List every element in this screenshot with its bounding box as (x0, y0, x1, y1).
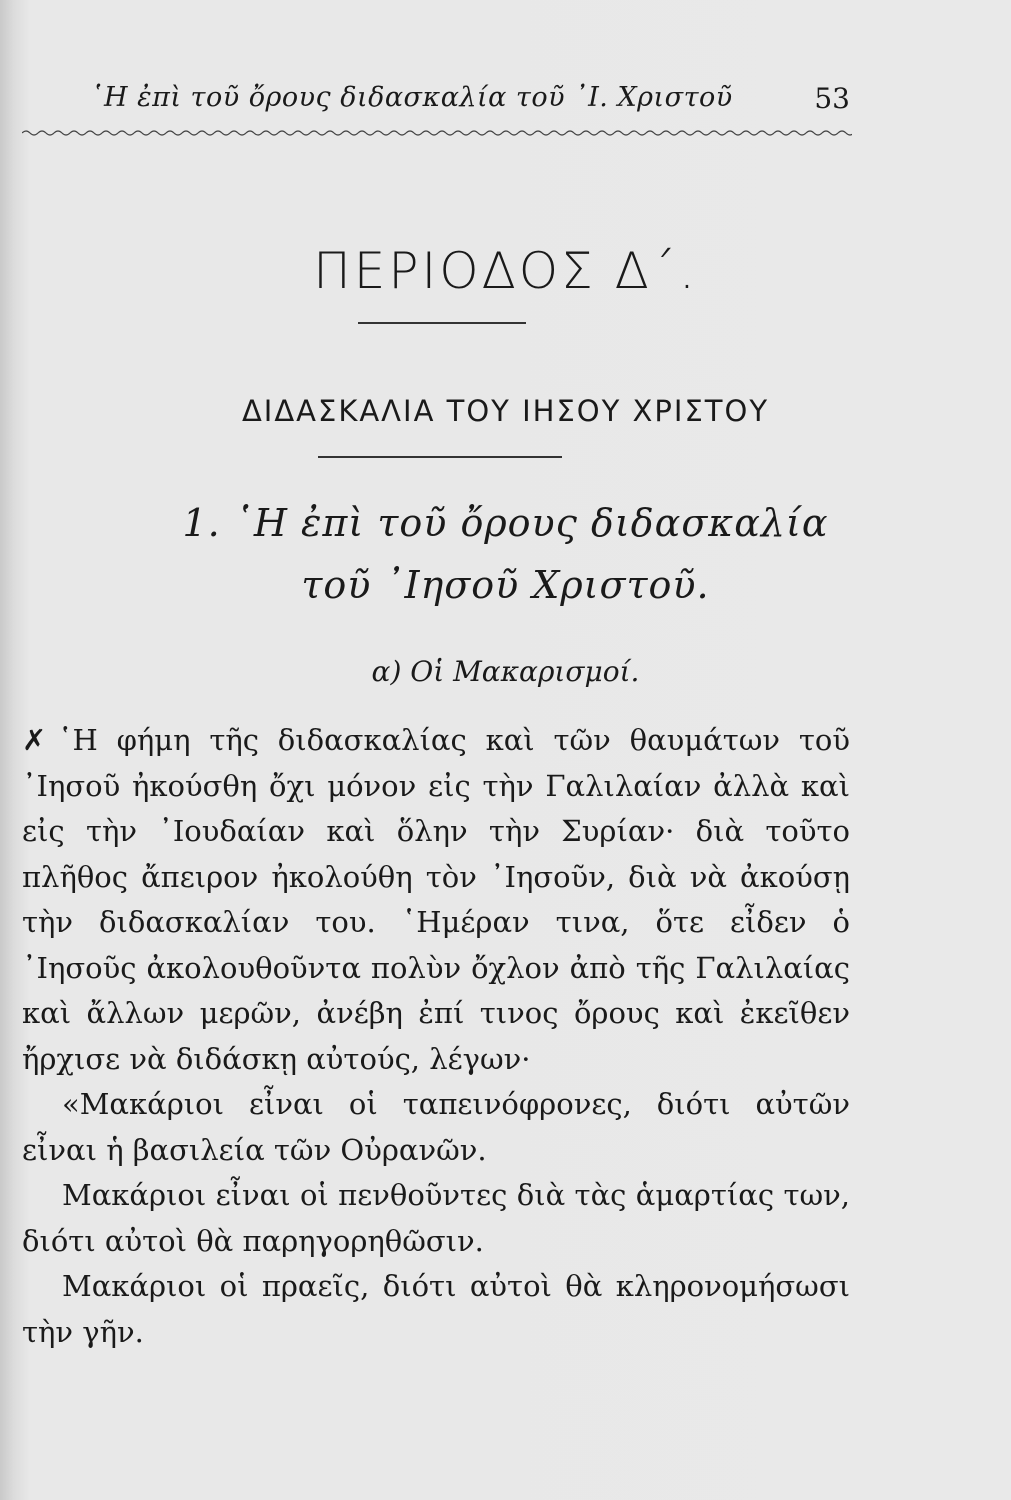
paragraph: Μακάριοι εἶναι οἱ πενθοῦντες διὰ τὰς ἁμαρτίας των, διότι αὐτοὶ θὰ παρηγορηθῶσιν. (22, 1178, 850, 1258)
paragraph-text: ῾Η φήμη τῆς διδασκαλίας καὶ τῶν θαυμάτων τοῦ ᾿Ιησοῦ ἠκούσθη ὄχι μόνον εἰς τὴν Γαλιλαίαν ἀλλὰ καὶ εἰς τὴν ᾿Ιουδαίαν καὶ ὅλην τὴν Συρίαν· διὰ τοῦτο πλῆθος ἄπειρον ἠκολούθη τὸν ᾿Ιησοῦν, διὰ νὰ ἀκούσῃ τὴν διδασκαλίαν του. ῾Ημέραν τινα, ὅτε εἶδεν ὁ ᾿Ιησοῦς ἀκολουθοῦντα πολὺν ὄχλον ἀπὸ τῆς Γαλιλαίας καὶ ἄλλων μερῶν, ἀνέβη ἐπί τινος ὄρους καὶ ἐκεῖθεν ἤρχισε νὰ διδάσκῃ αὐτούς, λέγων· (22, 723, 850, 1076)
chapter-title (0, 492, 1011, 616)
period-title: ΠΕΡΙΟΔΟΣ Δ΄. (313, 242, 698, 300)
paragraph (22, 718, 850, 1082)
wavy-divider (22, 128, 852, 138)
page-number: 53 (814, 82, 850, 115)
running-header-title: ῾Η ἐπὶ τοῦ ὄρους διδασκαλία τοῦ ᾿Ι. Χριστοῦ (90, 82, 733, 113)
paragraph: «Μακάριοι εἶναι οἱ ταπεινόφρονες, διότι αὐτῶν εἶναι ἡ βασιλεία τῶν Οὐρανῶν. (22, 1087, 850, 1167)
section-title: ΔΙΔΑΣΚΑΛΙΑ ΤΟΥ ΙΗΣΟΥ ΧΡΙΣΤΟΥ (241, 394, 770, 428)
subsection-title: α) Οἱ Μακαρισμοί. (371, 655, 640, 688)
chapter-title-line: 1. ῾Η ἐπὶ τοῦ ὄρους διδασκαλία (182, 501, 829, 545)
divider-rule (318, 456, 562, 458)
margin-mark-icon: ✗ (22, 723, 47, 757)
paragraph: Μακάριοι οἱ πραεῖς, διότι αὐτοὶ θὰ κληρονομήσωσι τὴν γῆν. (22, 1269, 850, 1349)
chapter-title-line: τοῦ ᾿Ιησοῦ Χριστοῦ. (301, 563, 710, 607)
divider-rule (358, 322, 526, 324)
body-text (22, 718, 850, 1355)
